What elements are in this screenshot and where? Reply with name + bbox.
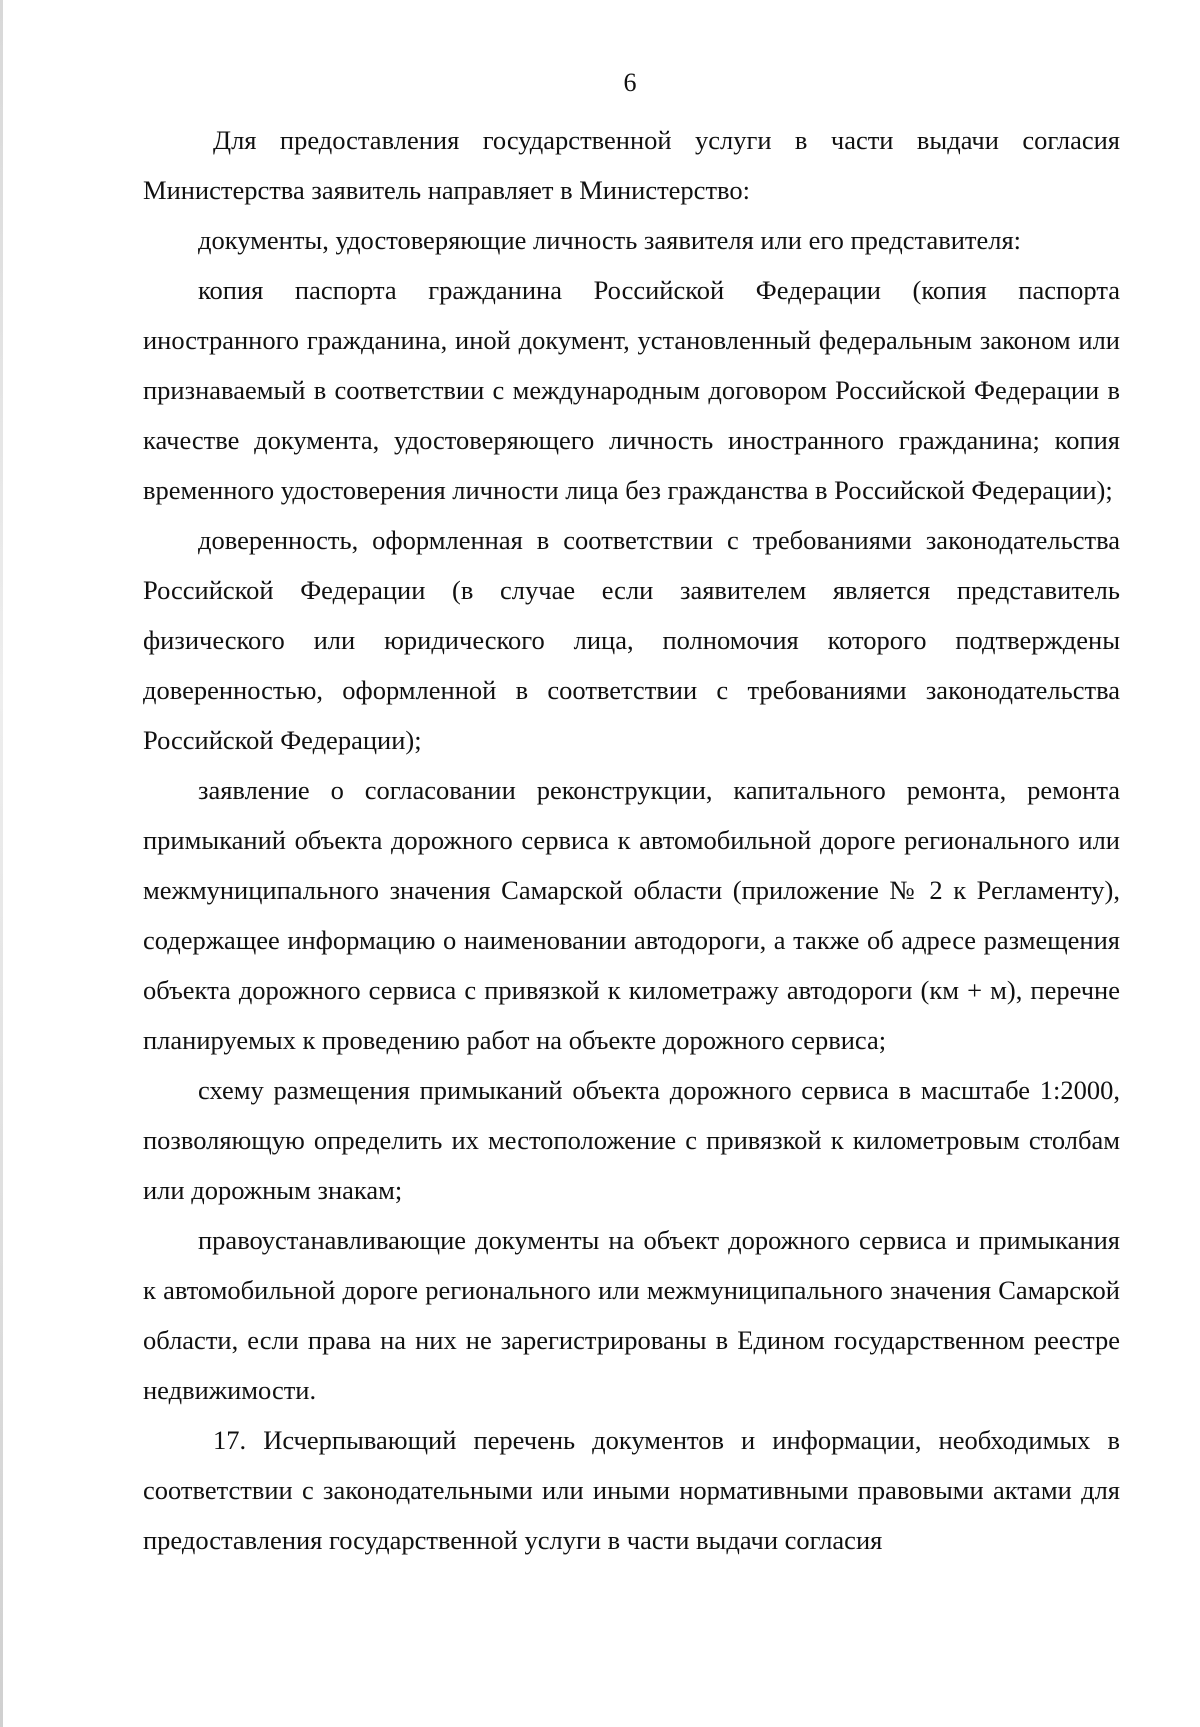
paragraph-intro: Для предоставления государственной услуги в части выдачи согласия Министерства заявитель направляет в Министерство: <box>143 125 1120 205</box>
document-body <box>143 115 1120 1565</box>
paragraph-power-of-attorney: доверенность, оформленная в соответствии с требованиями законодательства Российской Федерации (в случае если заявителем является представитель физического или юридического лица, полномочия которого подтверждены доверенностью, оформленной в соответствии с требованиями законодательства Российской Федерации); <box>143 525 1120 755</box>
paragraph-identity-documents: документы, удостоверяющие личность заявителя или его представителя: <box>198 225 1022 255</box>
paragraph-layout-scheme: схему размещения примыканий объекта дорожного сервиса в масштабе 1:2000, позволяющую определить их местоположение с привязкой к километровым столбам или дорожным знакам; <box>143 1075 1120 1205</box>
paragraph-item-17: 17. Исчерпывающий перечень документов и информации, необходимых в соответствии с законодательными или иными нормативными правовыми актами для предоставления государственной услуги в части выдачи согласия <box>143 1425 1120 1555</box>
paragraph-passport-copy: копия паспорта гражданина Российской Федерации (копия паспорта иностранного гражданина, иной документ, установленный федеральным законом или признаваемый в соответствии с международным договором Российской Федерации в качестве документа, удостоверяющего личность иностранного гражданина; копия временного удостоверения личности лица без гражданства в Российской Федерации); <box>143 275 1120 505</box>
page-number: 6 <box>623 68 637 97</box>
paragraph-title-documents: правоустанавливающие документы на объект дорожного сервиса и примыкания к автомобильной дороге регионального или межмуниципального значения Самарской области, если права на них не зарегистрированы в Едином государственном реестре недвижимости. <box>143 1225 1120 1405</box>
scan-edge <box>0 0 3 1727</box>
paragraph-application: заявление о согласовании реконструкции, капитального ремонта, ремонта примыканий объекта дорожного сервиса к автомобильной дороге регионального или межмуниципального значения Самарской области (приложение № 2 к Регламенту), содержащее информацию о наименовании автодороги, а также об адресе размещения объекта дорожного сервиса с привязкой к километражу автодороги (км + м), перечне планируемых к проведению работ на объекте дорожного сервиса; <box>143 775 1120 1055</box>
